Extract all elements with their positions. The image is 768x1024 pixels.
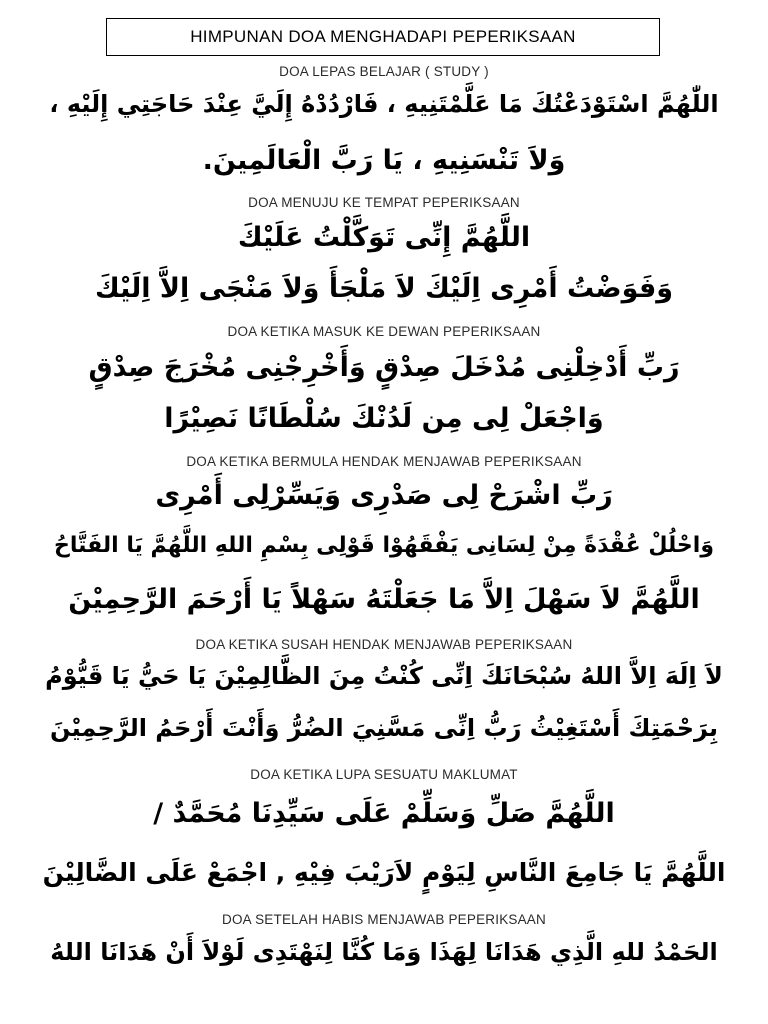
- arabic-line: بِرَحْمَتِكَ أَسْتَغِيْثُ رَبُّ اِنِّى مَسَّنِيَ الضُرُّ وَأَنْتَ أَرْحَمُ الرَّحِمِيْنَ: [50, 714, 718, 742]
- arabic-line: الحَمْدُ للهِ الَّذِي هَدَانَا لِهَذَا وَمَا كُنَّا لِنَهْتَدِى لَوْلاَ أَنْ هَدَانَا اللهُ: [50, 938, 718, 966]
- section-heading-lepas-belajar: DOA LEPAS BELAJAR ( STUDY ): [279, 64, 489, 79]
- arabic-line: اللَّهُمَّ يَا جَامِعَ النَّاسِ لِيَوْمٍ لاَرَيْبَ فِيْهِ , اجْمَعْ عَلَى الضَّالِيْنَ: [42, 858, 726, 887]
- document-title: HIMPUNAN DOA MENGHADAPI PEPERIKSAAN: [106, 18, 660, 56]
- arabic-line: رَبِّ أَدْخِلْنِى مُدْخَلَ صِدْقٍ وَأَخْرِجْنِى مُخْرَجَ صِدْقٍ: [88, 352, 680, 383]
- section-heading-lupa-maklumat: DOA KETIKA LUPA SESUATU MAKLUMAT: [250, 767, 518, 782]
- section-heading-setelah-habis: DOA SETELAH HABIS MENJAWAB PEPERIKSAAN: [222, 912, 546, 927]
- arabic-line: وَاحْلُلْ عُقْدَةً مِنْ لِسَانِى يَفْقَهُوْا قَوْلِى بِسْمِ اللهِ اللَّهُمَّ يَا الفَتَّاحُ: [53, 533, 715, 558]
- arabic-line: وَفَوَضْتُ أَمْرِى اِلَيْكَ لاَ مَلْجَأَ وَلاَ مَنْجَى اِلاَّ اِلَيْكَ: [94, 273, 674, 304]
- section-heading-masuk-dewan: DOA KETIKA MASUK KE DEWAN PEPERIKSAAN: [227, 324, 541, 339]
- arabic-line: اللَّهُمَّ إِنِّى تَوَكَّلْتُ عَلَيْكَ: [237, 222, 531, 253]
- arabic-line: اللَّهُمَّ لاَ سَهْلَ اِلاَّ مَا جَعَلْتَهُ سَهْلاً يَا أَرْحَمَ الرَّحِمِيْنَ: [68, 584, 700, 615]
- section-heading-bermula-menjawab: DOA KETIKA BERMULA HENDAK MENJAWAB PEPERIKSAAN: [186, 454, 582, 469]
- arabic-line: اللَّهُمَّ صَلِّ وَسَلِّمْ عَلَى سَيِّدِنَا مُحَمَّدٌ /: [153, 798, 615, 829]
- section-heading-menuju-tempat: DOA MENUJU KE TEMPAT PEPERIKSAAN: [248, 195, 520, 210]
- arabic-line: وَلاَ تَنْسَنِيهِ ، يَا رَبَّ الْعَالَمِينَ.: [202, 145, 566, 176]
- arabic-line: لاَ اِلَهَ اِلاَّ اللهُ سُبْحَانَكَ اِنِّى كُنْتُ مِنَ الظَّالِمِيْنَ يَا حَيُّ يَا قَيُّوْمُ: [45, 662, 723, 690]
- arabic-line: وَاجْعَلْ لِى مِن لَدُنْكَ سُلْطَانًا نَصِيْرًا: [164, 403, 604, 434]
- section-heading-susah-menjawab: DOA KETIKA SUSAH HENDAK MENJAWAB PEPERIKSAAN: [195, 637, 573, 652]
- arabic-line: اللّٰهُمَّ اسْتَوْدَعْتُكَ مَا عَلَّمْتَنِيهِ ، فَارْدُدْهُ إِلَيَّ عِنْدَ حَاجَتِي إِلَيْهِ ،: [49, 90, 719, 118]
- arabic-line: رَبِّ اشْرَحْ لِى صَدْرِى وَيَسِّرْلِى أَمْرِى: [155, 480, 613, 511]
